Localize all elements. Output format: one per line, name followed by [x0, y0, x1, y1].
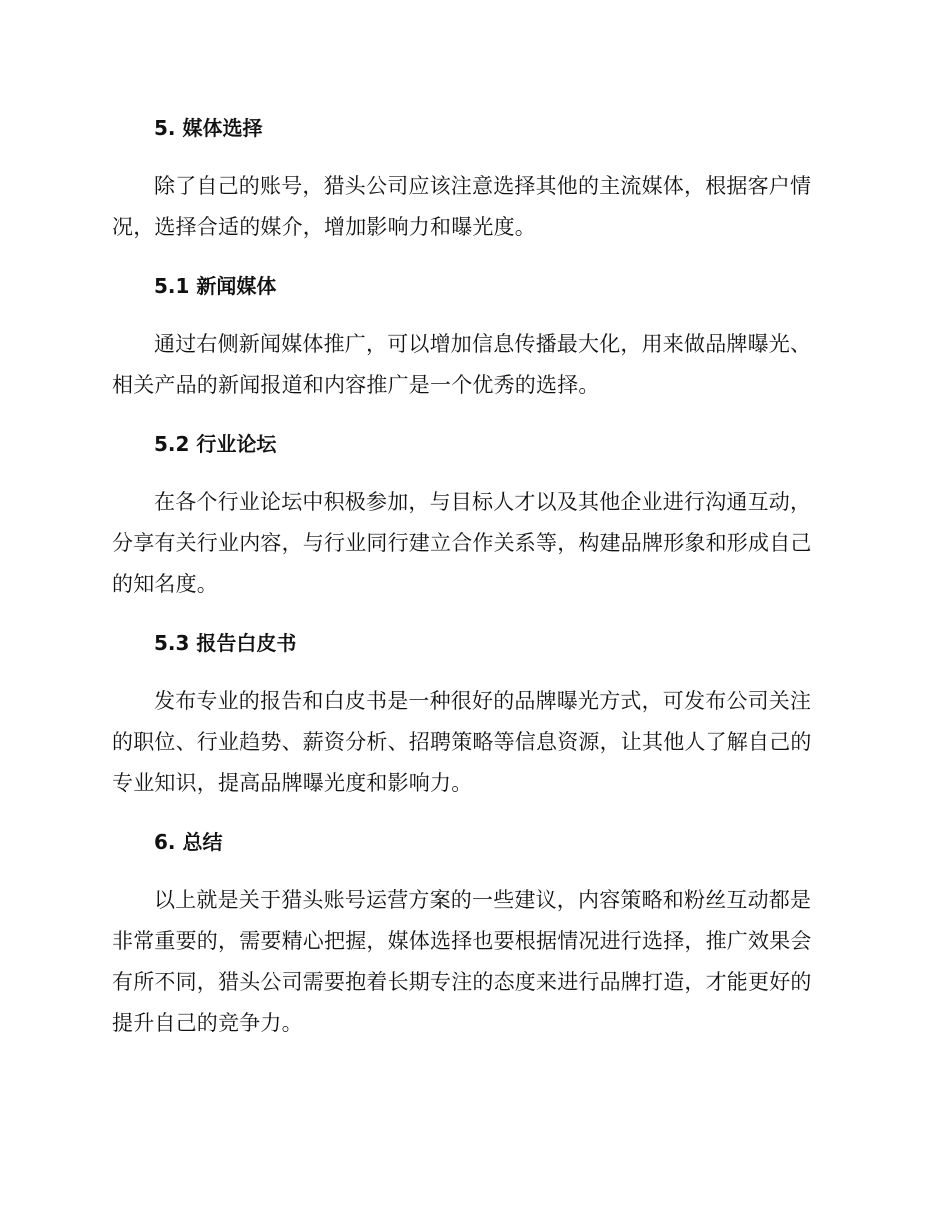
- section-paragraph-summary: 以上就是关于猎头账号运营方案的一些建议，内容策略和粉丝互动都是非常重要的，需要精心把握，媒体选择也要根据情况进行选择，推广效果会有所不同，猎头公司需要抱着长期专注的态度来进行品牌打造，才能更好的提升自己的竞争力。: [112, 888, 812, 1035]
- section-heading-summary: 6. 总结: [154, 830, 223, 854]
- section-heading-news-media: 5.1 新闻媒体: [154, 274, 277, 298]
- section-paragraph-industry-forum: 在各个行业论坛中积极参加，与目标人才以及其他企业进行沟通互动，分享有关行业内容，与行业同行建立合作关系等，构建品牌形象和形成自己的知名度。: [112, 490, 812, 596]
- section-heading-industry-forum: 5.2 行业论坛: [154, 432, 277, 456]
- section-heading-white-paper: 5.3 报告白皮书: [154, 631, 297, 655]
- section-paragraph-white-paper: 发布专业的报告和白皮书是一种很好的品牌曝光方式，可发布公司关注的职位、行业趋势、薪资分析、招聘策略等信息资源，让其他人了解自己的专业知识，提高品牌曝光度和影响力。: [112, 689, 812, 795]
- section-paragraph-news-media: 通过右侧新闻媒体推广，可以增加信息传播最大化，用来做品牌曝光、相关产品的新闻报道和内容推广是一个优秀的选择。: [112, 332, 812, 397]
- section-paragraph-media-selection: 除了自己的账号，猎头公司应该注意选择其他的主流媒体，根据客户情况，选择合适的媒介，增加影响力和曝光度。: [112, 174, 812, 239]
- document-body: [112, 108, 832, 1044]
- section-heading-media-selection: 5. 媒体选择: [154, 116, 263, 140]
